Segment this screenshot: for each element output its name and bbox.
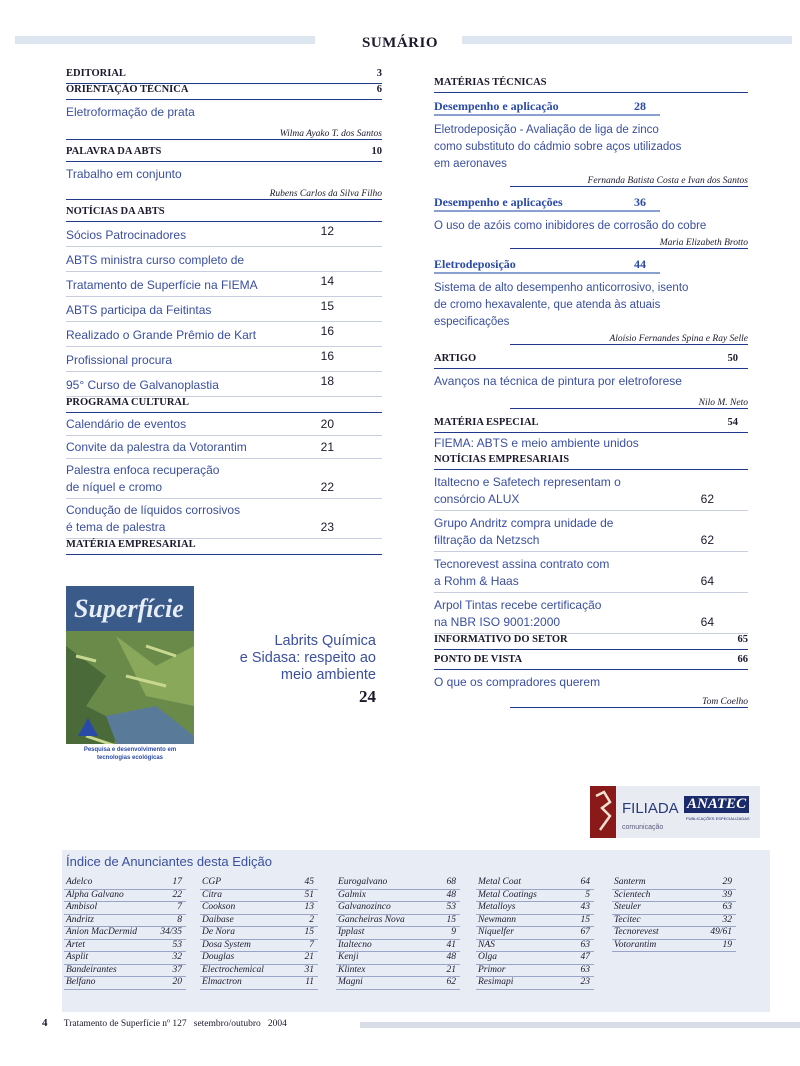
advertiser-name: Scientech	[614, 889, 651, 900]
page-number: 44	[634, 257, 646, 271]
advertiser-row[interactable]	[64, 977, 186, 990]
advertiser-row[interactable]	[336, 890, 460, 903]
empresariais-item[interactable]	[434, 593, 748, 634]
section-orientacao[interactable]	[66, 84, 382, 100]
orientacao-author: Wilma Ayako T. dos Santos	[66, 129, 382, 140]
cover-caption-line: Pesquisa e desenvolvimento em	[83, 747, 177, 753]
page-number: 66	[737, 654, 748, 665]
advertiser-name: Metal Coatings	[478, 889, 537, 900]
advertiser-column	[64, 877, 186, 990]
section-label: PONTO DE VISTA	[434, 654, 523, 665]
advertiser-name: Artet	[66, 939, 85, 950]
anatec-brand: ANATEC	[684, 796, 749, 813]
noticias-item[interactable]	[66, 247, 382, 272]
page-number: 36	[634, 195, 646, 209]
advertiser-page: 32	[722, 914, 732, 925]
advertiser-page: 15	[446, 914, 456, 925]
empresariais-item[interactable]	[434, 511, 748, 552]
page-number: 65	[737, 634, 748, 645]
advertiser-row[interactable]	[64, 890, 186, 903]
advertiser-page: 64	[580, 877, 590, 887]
advertiser-name: Tecnorevest	[614, 927, 659, 937]
advertiser-page: 62	[446, 977, 456, 987]
section-label: PROGRAMA CULTURAL	[66, 397, 189, 408]
section-cultural	[66, 397, 382, 413]
summary-line: Sistema de alto desempenho anticorrosivo, isento	[434, 282, 689, 294]
advertiser-row[interactable]	[336, 915, 460, 928]
left-column	[66, 68, 382, 555]
materia-author: Maria Elizabeth Brotto	[510, 238, 748, 249]
cultural-item[interactable]	[66, 413, 382, 436]
advertiser-page: 5	[585, 889, 590, 900]
filiada-logo	[590, 786, 760, 838]
especial-item[interactable]: FIEMA: ABTS e meio ambiente unidos	[434, 436, 639, 450]
section-label: ORIENTAÇÃO TÉCNICA	[66, 84, 189, 95]
advertiser-name: Cookson	[202, 902, 236, 912]
subhead-label: Eletrodeposição	[434, 257, 516, 271]
section-editorial[interactable]	[66, 68, 382, 84]
advertiser-row[interactable]	[200, 965, 318, 978]
advertiser-row[interactable]	[476, 877, 594, 890]
page-number: 22	[320, 480, 334, 494]
advertisers-title: Índice de Anunciantes desta Edição	[66, 854, 272, 869]
advertiser-row[interactable]	[476, 890, 594, 903]
advertiser-page: 17	[172, 877, 182, 887]
advertiser-name: Metalloys	[478, 902, 516, 912]
advertiser-row[interactable]	[476, 927, 594, 940]
advertiser-name: Alpha Galvano	[66, 889, 124, 900]
advertiser-column	[336, 877, 460, 990]
materia-summary[interactable]	[434, 122, 748, 173]
advertiser-page: 7	[177, 902, 182, 912]
page-number: 64	[700, 574, 714, 588]
item-text: Sócios Patrocinadores	[66, 228, 187, 242]
advertiser-row[interactable]	[336, 965, 460, 978]
page-number: 21	[320, 440, 334, 454]
item-text: Calendário de eventos	[66, 417, 187, 431]
advertiser-name: Galvanozinco	[338, 902, 391, 912]
advertiser-name: Primor	[478, 964, 506, 975]
cultural-item[interactable]	[66, 436, 382, 459]
ponto-item[interactable]: O que os compradores querem	[434, 675, 601, 689]
advertiser-page: 51	[304, 889, 314, 900]
advertiser-row[interactable]	[336, 877, 460, 890]
item-text: Tecnorevest assina contrato com	[434, 557, 610, 571]
materia-author: Aloísio Fernandes Spina e Ray Selle	[510, 334, 748, 345]
cultural-item[interactable]	[66, 459, 382, 499]
advertiser-page: 9	[451, 927, 456, 937]
advertiser-page: 19	[722, 939, 732, 950]
advertiser-row[interactable]	[476, 915, 594, 928]
advertiser-page: 39	[722, 889, 732, 900]
advertiser-page: 68	[446, 877, 456, 887]
page-number: 14	[320, 274, 334, 288]
advertiser-page: 63	[580, 939, 590, 950]
advertiser-page: 23	[580, 977, 590, 987]
summary-line: Eletrodeposição - Avaliação de liga de zinco	[434, 124, 659, 136]
page-number: 23	[320, 520, 334, 534]
advertiser-row[interactable]	[200, 877, 318, 890]
page-number: 18	[320, 374, 334, 388]
advertiser-row[interactable]	[612, 940, 736, 953]
section-label: MATÉRIA EMPRESARIAL	[66, 539, 196, 550]
advertiser-row[interactable]	[612, 927, 736, 940]
materia-summary[interactable]	[434, 218, 748, 235]
advertiser-page: 21	[446, 964, 456, 975]
right-column	[434, 77, 748, 708]
advertiser-name: Asplit	[66, 952, 89, 962]
subhead-label: Desempenho e aplicações	[434, 195, 563, 209]
summary-line: em aeronaves	[434, 158, 507, 170]
advertiser-page: 47	[580, 952, 590, 962]
section-noticias-empresariais	[434, 454, 748, 470]
summary-line: especificações	[434, 316, 510, 328]
advertiser-row[interactable]	[64, 915, 186, 928]
advertiser-page: 43	[580, 902, 590, 912]
item-text: Grupo Andritz compra unidade de	[434, 516, 614, 530]
page-number: 28	[634, 99, 646, 113]
empresariais-item[interactable]	[434, 470, 748, 511]
advertiser-page: 37	[172, 964, 182, 975]
advertiser-page: 32	[172, 952, 182, 962]
advertiser-row[interactable]	[476, 965, 594, 978]
advertiser-name: Dosa System	[202, 939, 251, 950]
section-empresarial	[66, 539, 382, 555]
item-text: a Rohm & Haas	[434, 574, 519, 588]
summary-line: de cromo hexavalente, que atenda às atuais	[434, 299, 661, 311]
page-number: 50	[727, 353, 738, 364]
noticias-item[interactable]	[66, 322, 382, 347]
advertiser-name: Douglas	[202, 952, 235, 962]
advertiser-name: Citra	[202, 889, 223, 900]
materia-subhead[interactable]	[434, 195, 660, 212]
advertiser-name: CGP	[202, 877, 221, 887]
advertiser-row[interactable]	[612, 915, 736, 928]
section-label: PALAVRA DA ABTS	[66, 146, 162, 157]
footer-text: Tratamento de Superfície nº 127 setembro/outubro 2004	[63, 1019, 287, 1029]
empresariais-list	[434, 470, 748, 634]
item-text: consórcio ALUX	[434, 492, 520, 506]
advertiser-name: Niquelfer	[478, 927, 514, 937]
advertiser-row[interactable]	[64, 965, 186, 978]
advertiser-name: Belfano	[66, 977, 96, 987]
section-artigo[interactable]	[434, 353, 748, 369]
advertiser-name: Steuler	[614, 902, 641, 912]
advertiser-page: 48	[446, 952, 456, 962]
page-number: 62	[700, 533, 714, 547]
noticias-item[interactable]	[66, 222, 382, 247]
advertiser-row[interactable]	[200, 890, 318, 903]
advertiser-page: 29	[722, 877, 732, 887]
advertiser-column	[476, 877, 594, 990]
item-text: de níquel e cromo	[66, 480, 163, 494]
advertiser-page: 2	[309, 914, 314, 925]
section-label: MATÉRIAS TÉCNICAS	[434, 77, 547, 88]
advertiser-row[interactable]	[64, 927, 186, 940]
materia-author: Fernanda Batista Costa e Ivan dos Santos	[510, 176, 748, 187]
advertiser-page: 53	[446, 902, 456, 912]
section-ponto-de-vista[interactable]	[434, 654, 748, 670]
ponto-author: Tom Coelho	[510, 697, 748, 708]
footer-bar	[360, 1022, 800, 1028]
cover-logo: Superfície	[74, 594, 184, 623]
advertiser-page: 8	[177, 914, 182, 925]
summary-line: como substituto do cádmio sobre aços utilizados	[434, 141, 682, 153]
section-informativo[interactable]	[434, 634, 748, 650]
advertiser-name: De Nora	[202, 927, 235, 937]
feature-line: meio ambiente	[280, 667, 376, 683]
section-palavra[interactable]	[66, 146, 382, 162]
advertiser-row[interactable]	[476, 902, 594, 915]
page-number: 6	[376, 84, 382, 95]
page-number: 20	[320, 417, 334, 431]
advertiser-name: Bandeirantes	[66, 964, 117, 975]
materias-list	[434, 99, 748, 345]
advertiser-name: Olga	[478, 952, 497, 962]
anatec-emblem-icon	[590, 786, 616, 838]
advertiser-name: Ipplast	[338, 927, 365, 937]
section-label: NOTÍCIAS DA ABTS	[66, 206, 165, 217]
advertiser-row[interactable]	[612, 877, 736, 890]
advertiser-page: 13	[304, 902, 314, 912]
cultural-item[interactable]	[66, 499, 382, 539]
advertiser-name: Adelco	[66, 877, 93, 887]
page-number: 64	[700, 615, 714, 629]
advertiser-page: 21	[304, 952, 314, 962]
advertiser-row[interactable]	[200, 952, 318, 965]
advertiser-name: NAS	[478, 939, 495, 950]
item-text: Condução de líquidos corrosivos	[66, 503, 241, 517]
materia-subhead[interactable]	[434, 257, 660, 274]
filiada-text: FILIADA	[622, 800, 679, 817]
advertiser-name: Kenji	[338, 952, 359, 962]
empresariais-item[interactable]	[434, 552, 748, 593]
noticias-item[interactable]	[66, 272, 382, 297]
artigo-item[interactable]: Avanços na técnica de pintura por eletroforese	[434, 374, 682, 388]
page-number: 10	[371, 146, 382, 157]
footer-page-number: 4	[42, 1017, 48, 1029]
advertiser-name: Tecitec	[614, 914, 641, 925]
advertiser-name: Italtecno	[338, 939, 372, 950]
advertiser-page: 48	[446, 889, 456, 900]
advertiser-name: Santerm	[614, 877, 646, 887]
advertiser-name: Resimapi	[478, 977, 514, 987]
item-text: é tema de palestra	[66, 520, 166, 534]
advertiser-page: 53	[172, 939, 182, 950]
advertiser-row[interactable]	[336, 927, 460, 940]
noticias-item[interactable]	[66, 347, 382, 372]
item-text: ABTS participa da Feitintas	[66, 303, 212, 317]
advertiser-row[interactable]	[612, 902, 736, 915]
section-label: ARTIGO	[434, 353, 477, 364]
advertiser-page: 20	[172, 977, 182, 987]
advertiser-row[interactable]	[64, 877, 186, 890]
orientacao-item[interactable]: Eletroformação de prata	[66, 105, 195, 119]
advertiser-name: Elmactron	[202, 977, 242, 987]
section-noticias-abts	[66, 206, 382, 222]
advertiser-row[interactable]	[336, 940, 460, 953]
advertiser-page: 22	[172, 889, 182, 900]
item-text: na NBR ISO 9001:2000	[434, 615, 561, 629]
palavra-item[interactable]: Trabalho em conjunto	[66, 167, 182, 181]
advertiser-row[interactable]	[200, 977, 318, 990]
section-label: NOTÍCIAS EMPRESARIAIS	[434, 454, 570, 465]
page-number: 12	[320, 224, 334, 238]
advertiser-name: Eurogalvano	[338, 877, 388, 887]
advertiser-name: Electrochemical	[202, 964, 264, 975]
item-text: Convite da palestra da Votorantim	[66, 440, 247, 454]
materia-subhead[interactable]	[434, 99, 660, 116]
advertiser-name: Andritz	[66, 914, 94, 925]
noticias-list	[66, 222, 382, 397]
advertiser-name: Klintex	[338, 964, 366, 975]
cover-caption-line: tecnologias ecológicas	[96, 755, 164, 761]
page-number: 62	[700, 492, 714, 506]
comunicacao-text: comunicação	[622, 824, 664, 831]
item-text: Palestra enfoca recuperação	[66, 463, 220, 477]
advertiser-row[interactable]	[336, 977, 460, 990]
section-label: EDITORIAL	[66, 68, 126, 79]
advertiser-page: 67	[580, 927, 590, 937]
feature-line: Labrits Química	[274, 633, 376, 649]
item-text: Realizado o Grande Prêmio de Kart	[66, 328, 257, 342]
cultural-list	[66, 413, 382, 539]
anatec-sub: PUBLICAÇÕES ESPECIALIZADAS	[686, 816, 750, 821]
advertiser-name: Newmann	[478, 914, 516, 925]
advertiser-name: Votorantim	[614, 939, 657, 950]
advertiser-name: Galmix	[338, 889, 366, 900]
item-text: filtração da Netzsch	[434, 533, 540, 547]
subhead-label: Desempenho e aplicação	[434, 99, 559, 113]
palavra-author: Rubens Carlos da Silva Filho	[66, 189, 382, 200]
advertiser-row[interactable]	[336, 952, 460, 965]
advertiser-page: 34/35	[160, 927, 182, 937]
feature-page-number: 24	[359, 687, 376, 706]
feature-article[interactable]	[210, 633, 376, 705]
summary-line: O uso de azóis como inibidores de corrosão do cobre	[434, 220, 707, 232]
advertiser-name: Anion MacDermid	[66, 927, 137, 937]
section-label: INFORMATIVO DO SETOR	[434, 634, 568, 645]
item-text: Arpol Tintas recebe certificação	[434, 598, 602, 612]
advertiser-page: 31	[304, 964, 314, 975]
advertiser-row[interactable]	[64, 940, 186, 953]
advertiser-page: 63	[580, 964, 590, 975]
section-label: MATÉRIA ESPECIAL	[434, 417, 539, 428]
advertiser-name: Daibase	[202, 914, 234, 925]
magazine-cover-image	[66, 586, 194, 768]
cover-caption	[66, 746, 194, 762]
section-materias-tecnicas	[434, 77, 748, 93]
advertiser-row[interactable]	[64, 902, 186, 915]
advertiser-column	[200, 877, 318, 990]
advertiser-page: 49/61	[710, 927, 732, 937]
advertiser-row[interactable]	[476, 940, 594, 953]
footer	[42, 1017, 287, 1029]
section-materia-especial[interactable]	[434, 417, 748, 433]
advertiser-row[interactable]	[336, 902, 460, 915]
advertiser-row[interactable]	[200, 927, 318, 940]
artigo-author: Nilo M. Neto	[510, 398, 748, 409]
advertiser-name: Magni	[338, 977, 363, 987]
advertiser-page: 7	[309, 939, 314, 950]
advertiser-page: 15	[580, 914, 590, 925]
page-number: 16	[320, 349, 334, 363]
advertiser-name: Ambisol	[66, 902, 98, 912]
advertiser-page: 41	[446, 939, 456, 950]
advertiser-page: 63	[722, 902, 732, 912]
advertiser-row[interactable]	[200, 902, 318, 915]
advertiser-column	[612, 877, 736, 952]
noticias-item[interactable]	[66, 297, 382, 322]
advertiser-row[interactable]	[200, 915, 318, 928]
page-number: 16	[320, 324, 334, 338]
advertiser-row[interactable]	[64, 952, 186, 965]
advertiser-row[interactable]	[476, 952, 594, 965]
advertiser-row[interactable]	[476, 977, 594, 990]
item-text: Profissional procura	[66, 353, 173, 367]
materia-summary[interactable]	[434, 280, 748, 331]
advertiser-name: Metal Coat	[478, 877, 522, 887]
page-number: 3	[376, 68, 382, 79]
advertiser-page: 11	[305, 977, 314, 987]
advertiser-row[interactable]	[612, 890, 736, 903]
item-text: 95° Curso de Galvanoplastia	[66, 378, 219, 392]
page-number: 54	[727, 417, 738, 428]
item-text: Tratamento de Superfície na FIEMA	[66, 278, 258, 292]
page-number: 15	[320, 299, 334, 313]
advertiser-page: 15	[304, 927, 314, 937]
advertiser-page: 45	[304, 877, 314, 887]
advertiser-row[interactable]	[200, 940, 318, 953]
advertiser-name: Gancheiras Nova	[338, 914, 405, 925]
item-text: ABTS ministra curso completo de	[66, 253, 245, 267]
noticias-item[interactable]	[66, 372, 382, 397]
page-title: SUMÁRIO	[361, 35, 438, 51]
feature-line: e Sidasa: respeito ao	[239, 650, 376, 666]
item-text: Italtecno e Safetech representam o	[434, 475, 621, 489]
